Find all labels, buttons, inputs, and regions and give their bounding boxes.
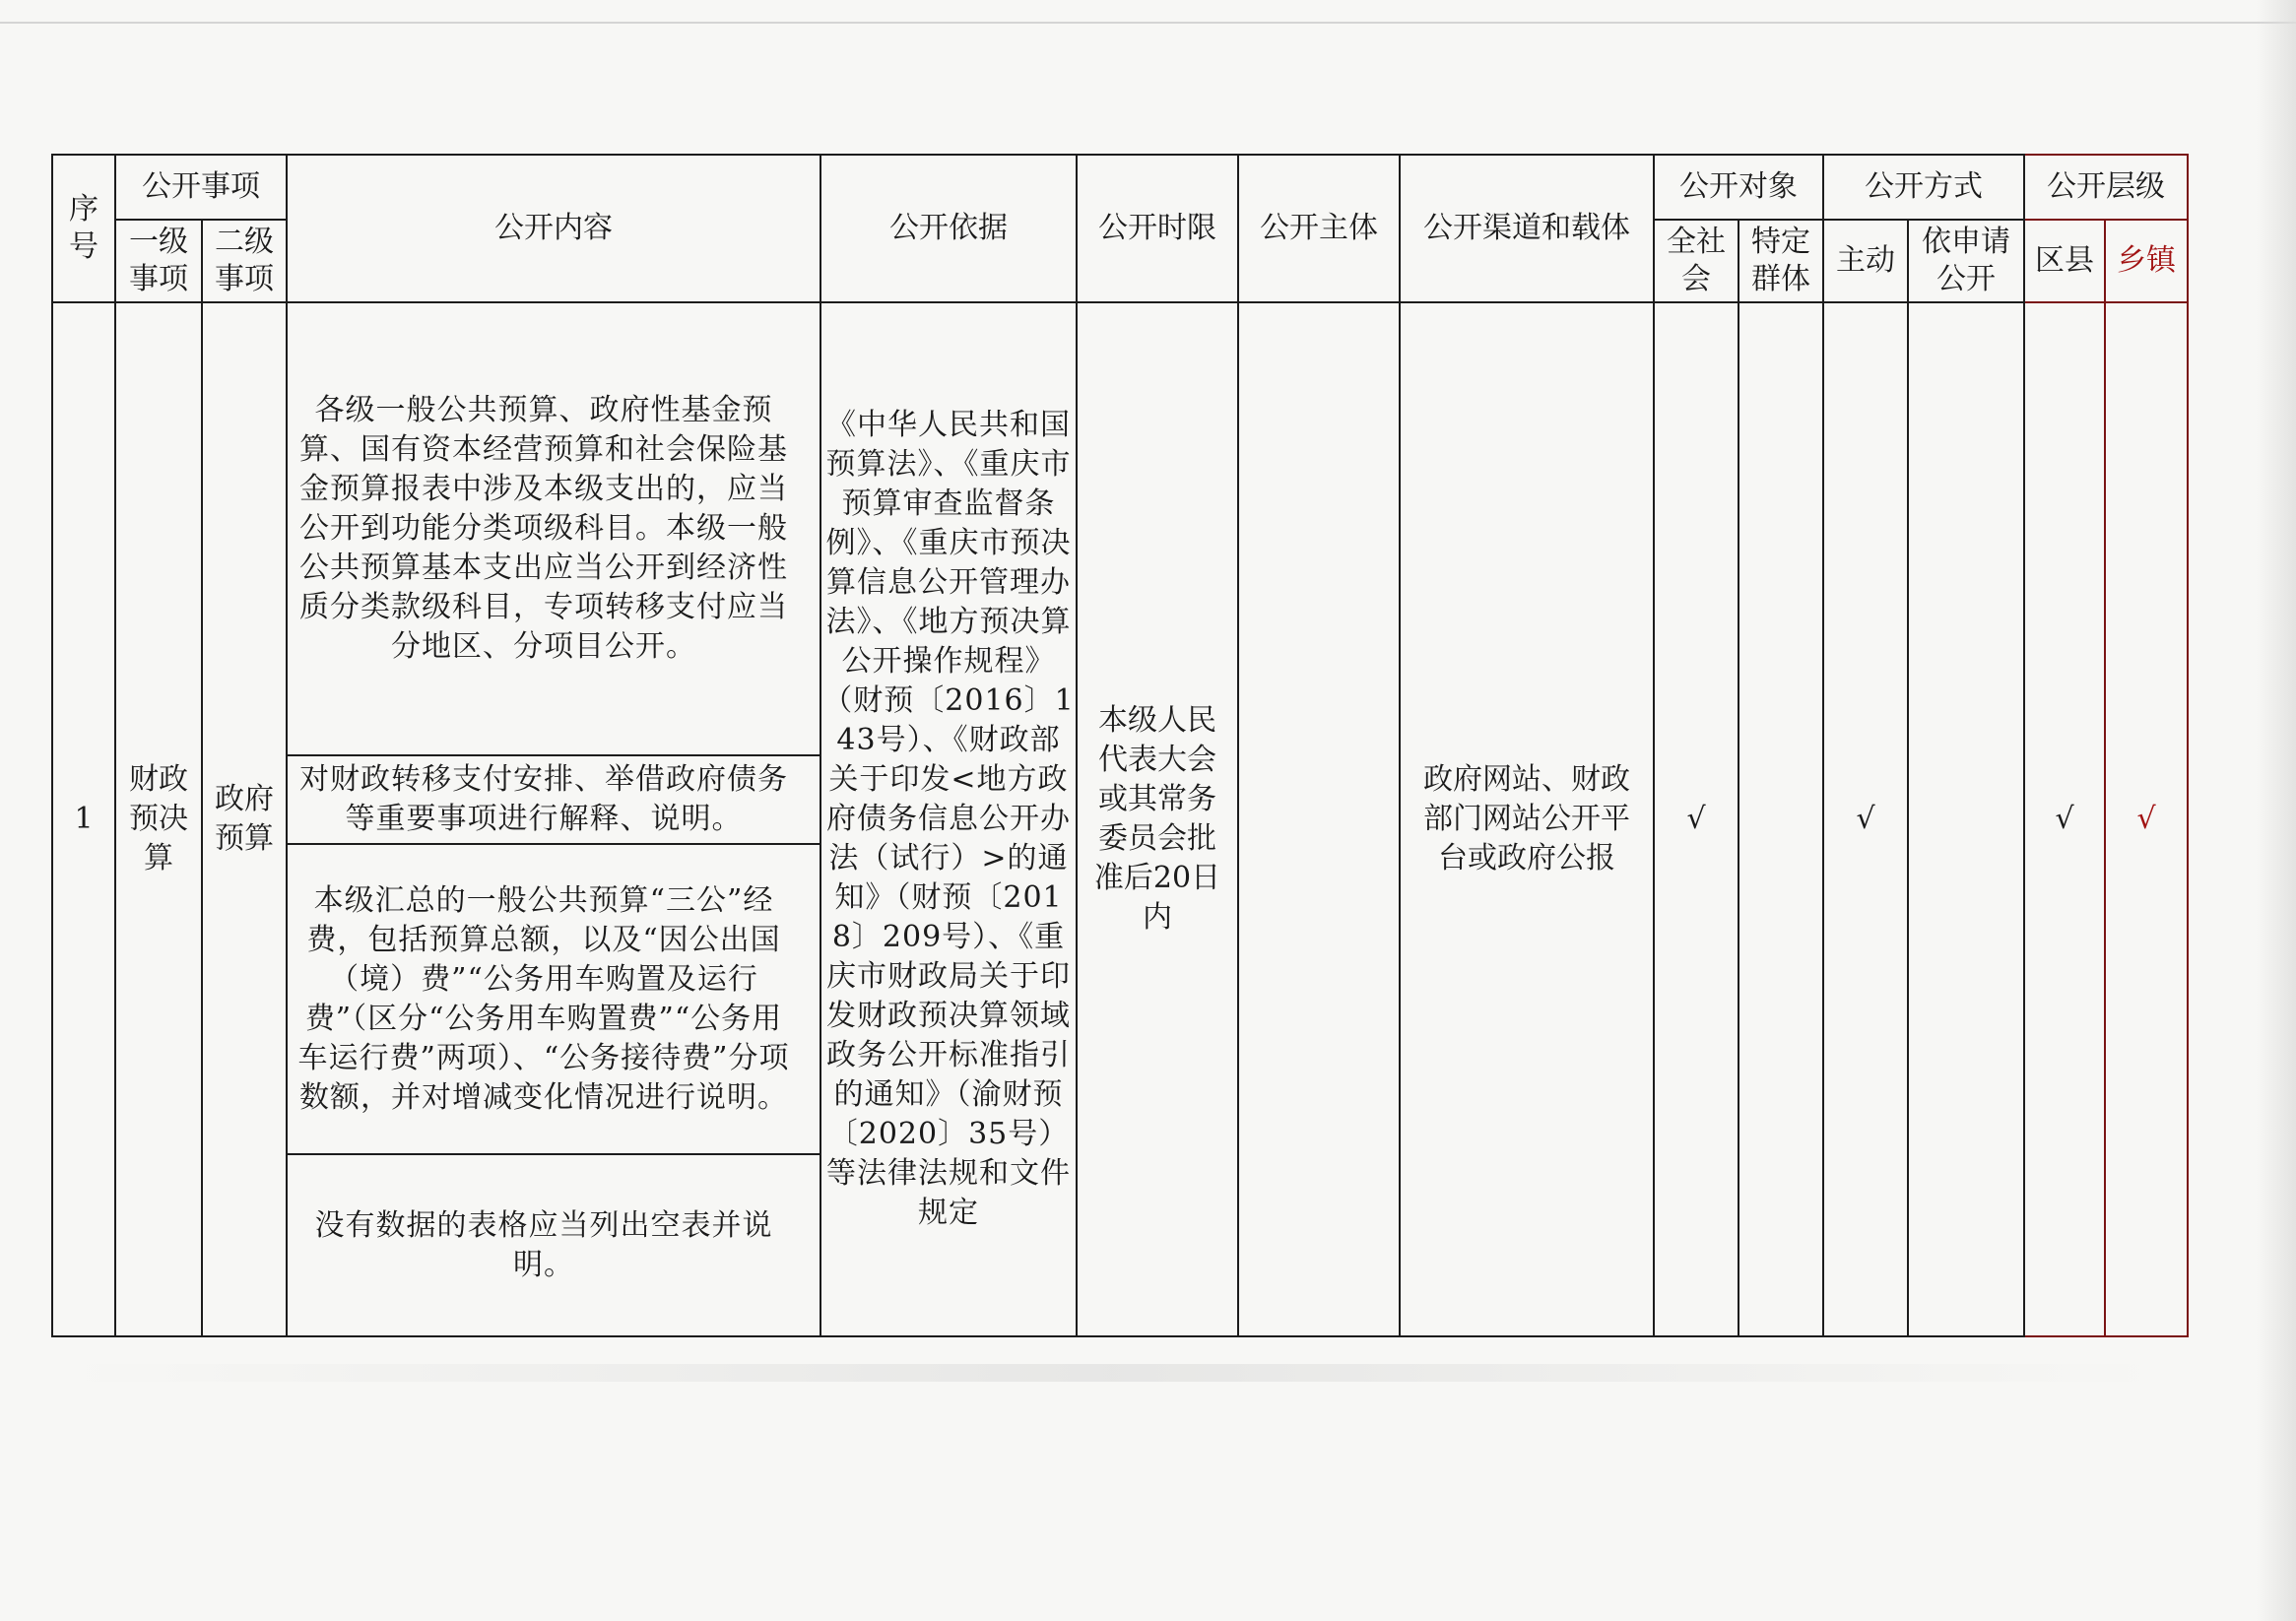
- row-level-county: √: [2024, 302, 2105, 1336]
- header-target-all: [1654, 220, 1738, 302]
- row-seq: 1: [52, 302, 115, 1336]
- content-text-1: 各级一般公共预算、政府性基金预算、国有资本经营预算和社会保险基金预算报表中涉及本级支出的，应当公开到功能分类项级科目。本级一般公共预算基本支出应当公开到经济性质分类款级科目，专项转移支付应当分地区、分项目公开。: [299, 393, 788, 664]
- row-target-specific: [1738, 302, 1823, 1336]
- content-text-3: 本级汇总的一般公共预算“三公”经费，包括预算总额，以及“因公出国（境）费”“公务用车购置及运行费”（区分“公务用车购置费”“公务用车运行费”两项）、“公务接待费”分项数额，并对增减变化情况进行说明。: [297, 882, 790, 1115]
- row-channel-text: 政府网站、财政部门网站公开平台或政府公报: [1423, 762, 1630, 875]
- header-seq: [52, 155, 115, 302]
- header-items-group: 公开事项: [115, 155, 287, 220]
- header-timelimit: 公开时限: [1077, 155, 1238, 302]
- row-level2: [202, 302, 287, 1336]
- header-target-specific-label: 特定群体: [1751, 225, 1810, 296]
- header-level2-label: 二级事项: [215, 225, 274, 296]
- row-level1-text: 财政预决算: [129, 762, 188, 875]
- header-level-county: 区县: [2024, 220, 2105, 302]
- header-subject: 公开主体: [1238, 155, 1400, 302]
- header-target-specific: [1738, 220, 1823, 302]
- content-cell-3: [287, 844, 820, 1154]
- header-level2: [202, 220, 287, 302]
- header-basis: 公开依据: [820, 155, 1077, 302]
- header-channel: 公开渠道和载体: [1400, 155, 1654, 302]
- row-basis: 《中华人民共和国预算法》、《重庆市预算审查监督条例》、《重庆市预决算信息公开管理办法》、《地方预决算公开操作规程》（财预〔2016〕143号）、《财政部关于印发<地方政府债务信息公开办法（试行）>的通知》（财预〔2018〕209号）、《重庆市财政局关于印发财政预决算领域政务公开标准指引的通知》（渝财预〔2020〕35号）等法律法规和文件规定: [820, 302, 1077, 1336]
- row-timelimit-text: 本级人民代表大会或其常务委员会批准后20日内: [1093, 703, 1221, 935]
- row-mode-active: √: [1823, 302, 1908, 1336]
- header-level1-label: 一级事项: [129, 225, 188, 296]
- row-level2-text: 政府预算: [215, 782, 274, 856]
- row-subject: [1238, 302, 1400, 1336]
- page-edge-shadow: [2257, 0, 2296, 1621]
- top-rule: [0, 22, 2296, 24]
- content-text-4: 没有数据的表格应当列出空表并说明。: [314, 1207, 773, 1282]
- row-target-all: √: [1654, 302, 1738, 1336]
- row-channel: [1400, 302, 1654, 1336]
- header-level-group-label: 公开层级: [2047, 169, 2165, 204]
- header-mode-request: [1908, 220, 2024, 302]
- disclosure-table: [51, 154, 2189, 1337]
- content-cell-4: [287, 1154, 820, 1336]
- header-mode-group: 公开方式: [1823, 155, 2024, 220]
- header-level1: [115, 220, 202, 302]
- content-cell-2: [287, 755, 820, 844]
- content-cell-1: [287, 302, 820, 755]
- header-mode-active: 主动: [1823, 220, 1908, 302]
- header-target-group: 公开对象: [1654, 155, 1823, 220]
- row-level-town: √: [2105, 302, 2188, 1336]
- header-level-town: 乡镇: [2105, 220, 2188, 302]
- row-timelimit: [1077, 302, 1238, 1336]
- content-text-2: 对财政转移支付安排、举借政府债务等重要事项进行解释、说明。: [299, 762, 788, 836]
- header-content: 公开内容: [287, 155, 820, 302]
- header-level-group: [2024, 155, 2188, 220]
- row-mode-request: [1908, 302, 2024, 1336]
- scan-artifact: [69, 1364, 2157, 1382]
- header-target-all-label: 全社会: [1667, 225, 1726, 296]
- row-level1: [115, 302, 202, 1336]
- header-seq-label: 序号: [69, 192, 98, 264]
- header-mode-request-label: 依申请公开: [1922, 225, 2010, 296]
